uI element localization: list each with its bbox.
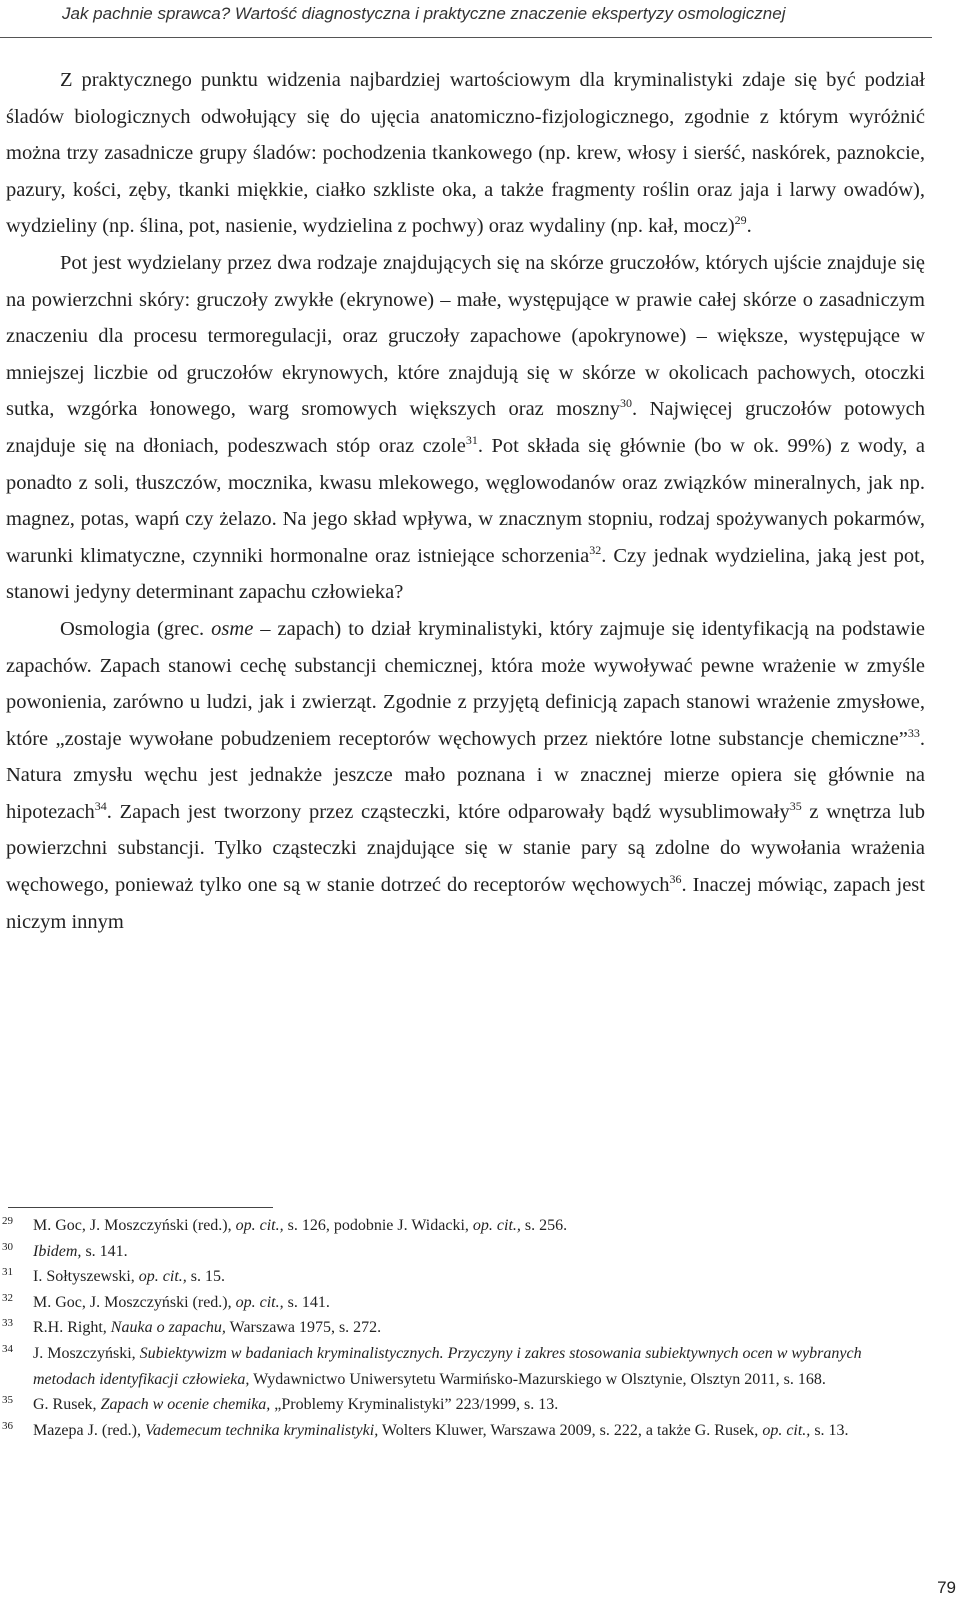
footnote-text: [33, 1239, 926, 1265]
footnote-segment: Wolters Kluwer, Warszawa 2009, s. 222, a także G. Rusek,: [378, 1421, 763, 1439]
footnote-number: 33: [2, 1317, 13, 1330]
footnote-ref[interactable]: 31: [465, 433, 478, 448]
paragraph-3: [6, 611, 925, 940]
footnote-segment: s. 13.: [810, 1421, 849, 1439]
footnote-30: [0, 1239, 926, 1265]
footnote-31: [0, 1264, 926, 1290]
footnote-segment: s. 256.: [520, 1217, 568, 1234]
footnote-segment: s. 15.: [186, 1268, 226, 1286]
paragraph-2: [6, 245, 925, 611]
footnote-34: [0, 1341, 926, 1392]
main-text: [6, 62, 925, 940]
footnote-ref[interactable]: 34: [94, 799, 107, 814]
footnote-italic: Zapach w ocenie chemika,: [100, 1396, 271, 1414]
footnote-rule: [8, 1207, 273, 1208]
footnote-number: 35: [2, 1394, 13, 1407]
footnotes: [0, 1213, 926, 1443]
footnote-ref[interactable]: 35: [789, 799, 802, 814]
footnote-text: [33, 1290, 926, 1316]
paragraph-text: Pot jest wydzielany przez dwa rodzaje znajdujących się na skórze gruczołów, których ujście znajduje się na powierzchni skóry: gruczoły zwykłe (ekrynowe) – małe, występujące w prawie całej skórze o zasadniczym znaczeniu dla procesu termoregulacji, oraz gruczoły zapachowe (apokrynowe) – większe, występujące w mniejszej liczbie od gruczołów ekrynowych, które znajdują się w skórze w okolicach pachowych, otoczki sutka, wzgórka łonowego, warg sromowych większych oraz moszny: [6, 251, 925, 421]
paragraph-text: – zapach) to dział kryminalistyki, który zajmuje się identyfikacją na podstawie zapachów. Zapach stanowi cechę substancji chemicznej, która może wywoływać pewne wrażenie w zmyśle powonienia, zarówno u ludzi, jak i zwierząt. Zgodnie z przyjętą definicją zapach stanowi wrażenie zmysłowe, które „zostaje wywołane pobudzeniem receptorów węchowych przez niektóre lotne substancje chemiczne”: [6, 617, 925, 750]
footnote-number: 36: [2, 1419, 13, 1432]
paragraph-text: . Pot składa się głównie (bo w ok. 99%) z wody, a ponadto z soli, tłuszczów, mocznika, kwasu mlekowego, węglowodanów oraz związków mineralnych, jak np. magnez, potas, wapń czy żelazo. Na jego skład wpływa, w znacznym stopniu, rodzaj spożywanych pokarmów, warunki klimatyczne, czynniki hormonalne oraz istniejące schorzenia: [6, 434, 926, 567]
footnote-text: [33, 1418, 926, 1444]
footnote-text: [33, 1213, 926, 1239]
paragraph-text: . Czy jednak wydzielina, jaką jest pot, stanowi jedyny determinant zapachu człowieka?: [6, 544, 925, 604]
footnote-29: [0, 1213, 926, 1239]
footnote-segment: J. Moszczyński,: [33, 1344, 140, 1362]
footnote-segment: „Problemy Kryminalistyki” 223/1999, s. 13.: [270, 1396, 559, 1414]
footnote-ref[interactable]: 29: [734, 213, 747, 228]
footnote-number: 29: [2, 1215, 13, 1227]
footnote-segment: I. Sołtyszewski,: [33, 1268, 139, 1286]
paragraph-text: . Zapach jest tworzony przez cząsteczki, które odparowały bądź wysublimowały: [106, 800, 790, 823]
paragraph-text: .: [746, 215, 752, 238]
footnote-italic: Vademecum technika kryminalistyki,: [144, 1421, 379, 1439]
footnote-italic: op. cit.,: [235, 1217, 284, 1234]
footnote-ref[interactable]: 33: [907, 725, 920, 740]
footnote-36: [0, 1418, 926, 1444]
footnote-text: [33, 1315, 926, 1341]
footnote-segment: s. 141.: [283, 1293, 330, 1311]
footnote-ref[interactable]: 32: [589, 542, 602, 557]
footnote-ref[interactable]: 30: [620, 396, 633, 411]
footnote-segment: R.H. Right,: [33, 1319, 111, 1337]
footnote-text: [33, 1264, 926, 1290]
paragraph-text: . Natura zmysłu węchu jest jednakże jeszcze mało poznana i w znacznej mierze opiera się głównie na hipotezach: [6, 727, 925, 823]
footnote-segment: M. Goc, J. Moszczyński (red.),: [33, 1217, 236, 1234]
footnote-italic: op. cit.,: [138, 1268, 187, 1286]
footnote-segment: Mazepa J. (red.),: [33, 1421, 145, 1439]
footnote-italic: op. cit.,: [472, 1217, 521, 1234]
footnote-33: [0, 1315, 926, 1341]
footnote-segment: G. Rusek,: [33, 1396, 101, 1414]
footnote-italic: Nauka o zapachu,: [110, 1319, 226, 1337]
footnote-italic: op. cit.,: [235, 1293, 284, 1311]
footnote-32: [0, 1290, 926, 1316]
footnote-number: 34: [2, 1342, 13, 1355]
footnote-italic: Ibidem,: [33, 1242, 82, 1260]
paragraph-1: [6, 62, 925, 245]
running-header: Jak pachnie sprawca? Wartość diagnostyczna i praktyczne znaczenie ekspertyzy osmologicznej: [62, 4, 786, 23]
italic-term: osme: [211, 617, 254, 640]
footnote-number: 31: [2, 1266, 13, 1279]
footnote-text: [33, 1392, 926, 1418]
page-number: 79: [937, 1578, 956, 1597]
paragraph-text: Osmologia (grec.: [60, 617, 212, 640]
footnote-segment: Wydawnictwo Uniwersytetu Warmińsko-Mazurskiego w Olsztynie, Olsztyn 2011, s. 168.: [249, 1370, 826, 1388]
footnote-italic: op. cit.,: [762, 1421, 811, 1439]
paragraph-text: . Inaczej mówiąc, zapach jest niczym innym: [6, 874, 925, 933]
footnote-number: 32: [2, 1291, 13, 1304]
footnote-35: [0, 1392, 926, 1418]
footnote-text: [33, 1341, 926, 1392]
footnote-segment: Warszawa 1975, s. 272.: [225, 1319, 382, 1337]
footnote-segment: M. Goc, J. Moszczyński (red.),: [33, 1293, 236, 1311]
footnote-ref[interactable]: 36: [669, 872, 682, 887]
header-rule: [0, 37, 932, 38]
paragraph-text: Z praktycznego punktu widzenia najbardziej wartościowym dla kryminalistyki zdaje się być podział śladów biologicznych odwołujący się do ujęcia anatomiczno-fizjologicznego, zgodnie z którym wyróżnić można trzy zasadnicze grupy śladów: pochodzenia tkankowego (np. krew, włosy i sierść, naskórek, paznokcie, pazury, kości, zęby, tkanki miękkie, ciałko szkliste oka, a także fragmenty roślin oraz jaja i larwy owadów), wydzieliny (np. ślina, pot, nasienie, wydzielina z pochwy) oraz wydaliny (np. kał, mocz): [6, 69, 925, 238]
footnote-segment: s. 141.: [81, 1242, 128, 1260]
footnote-number: 30: [2, 1240, 13, 1253]
footnote-segment: s. 126, podobnie J. Widacki,: [283, 1217, 473, 1234]
paragraph-text: . Najwięcej gruczołów potowych znajduje się na dłoniach, podeszwach stóp oraz czole: [6, 398, 925, 457]
paragraph-text: z wnętrza lub powierzchni substancji. Tylko cząsteczki znajdujące się w stanie pary są zdolne do wywołania wrażenia węchowego, ponieważ tylko one są w stanie dotrzeć do receptorów węchowych: [6, 800, 926, 897]
footnote-italic: Subiektywizm w badaniach kryminalistycznych. Przyczyny i zakres stosowania subiektywnych ocen w wybranych metodach identyfikacji człowieka,: [33, 1344, 862, 1388]
